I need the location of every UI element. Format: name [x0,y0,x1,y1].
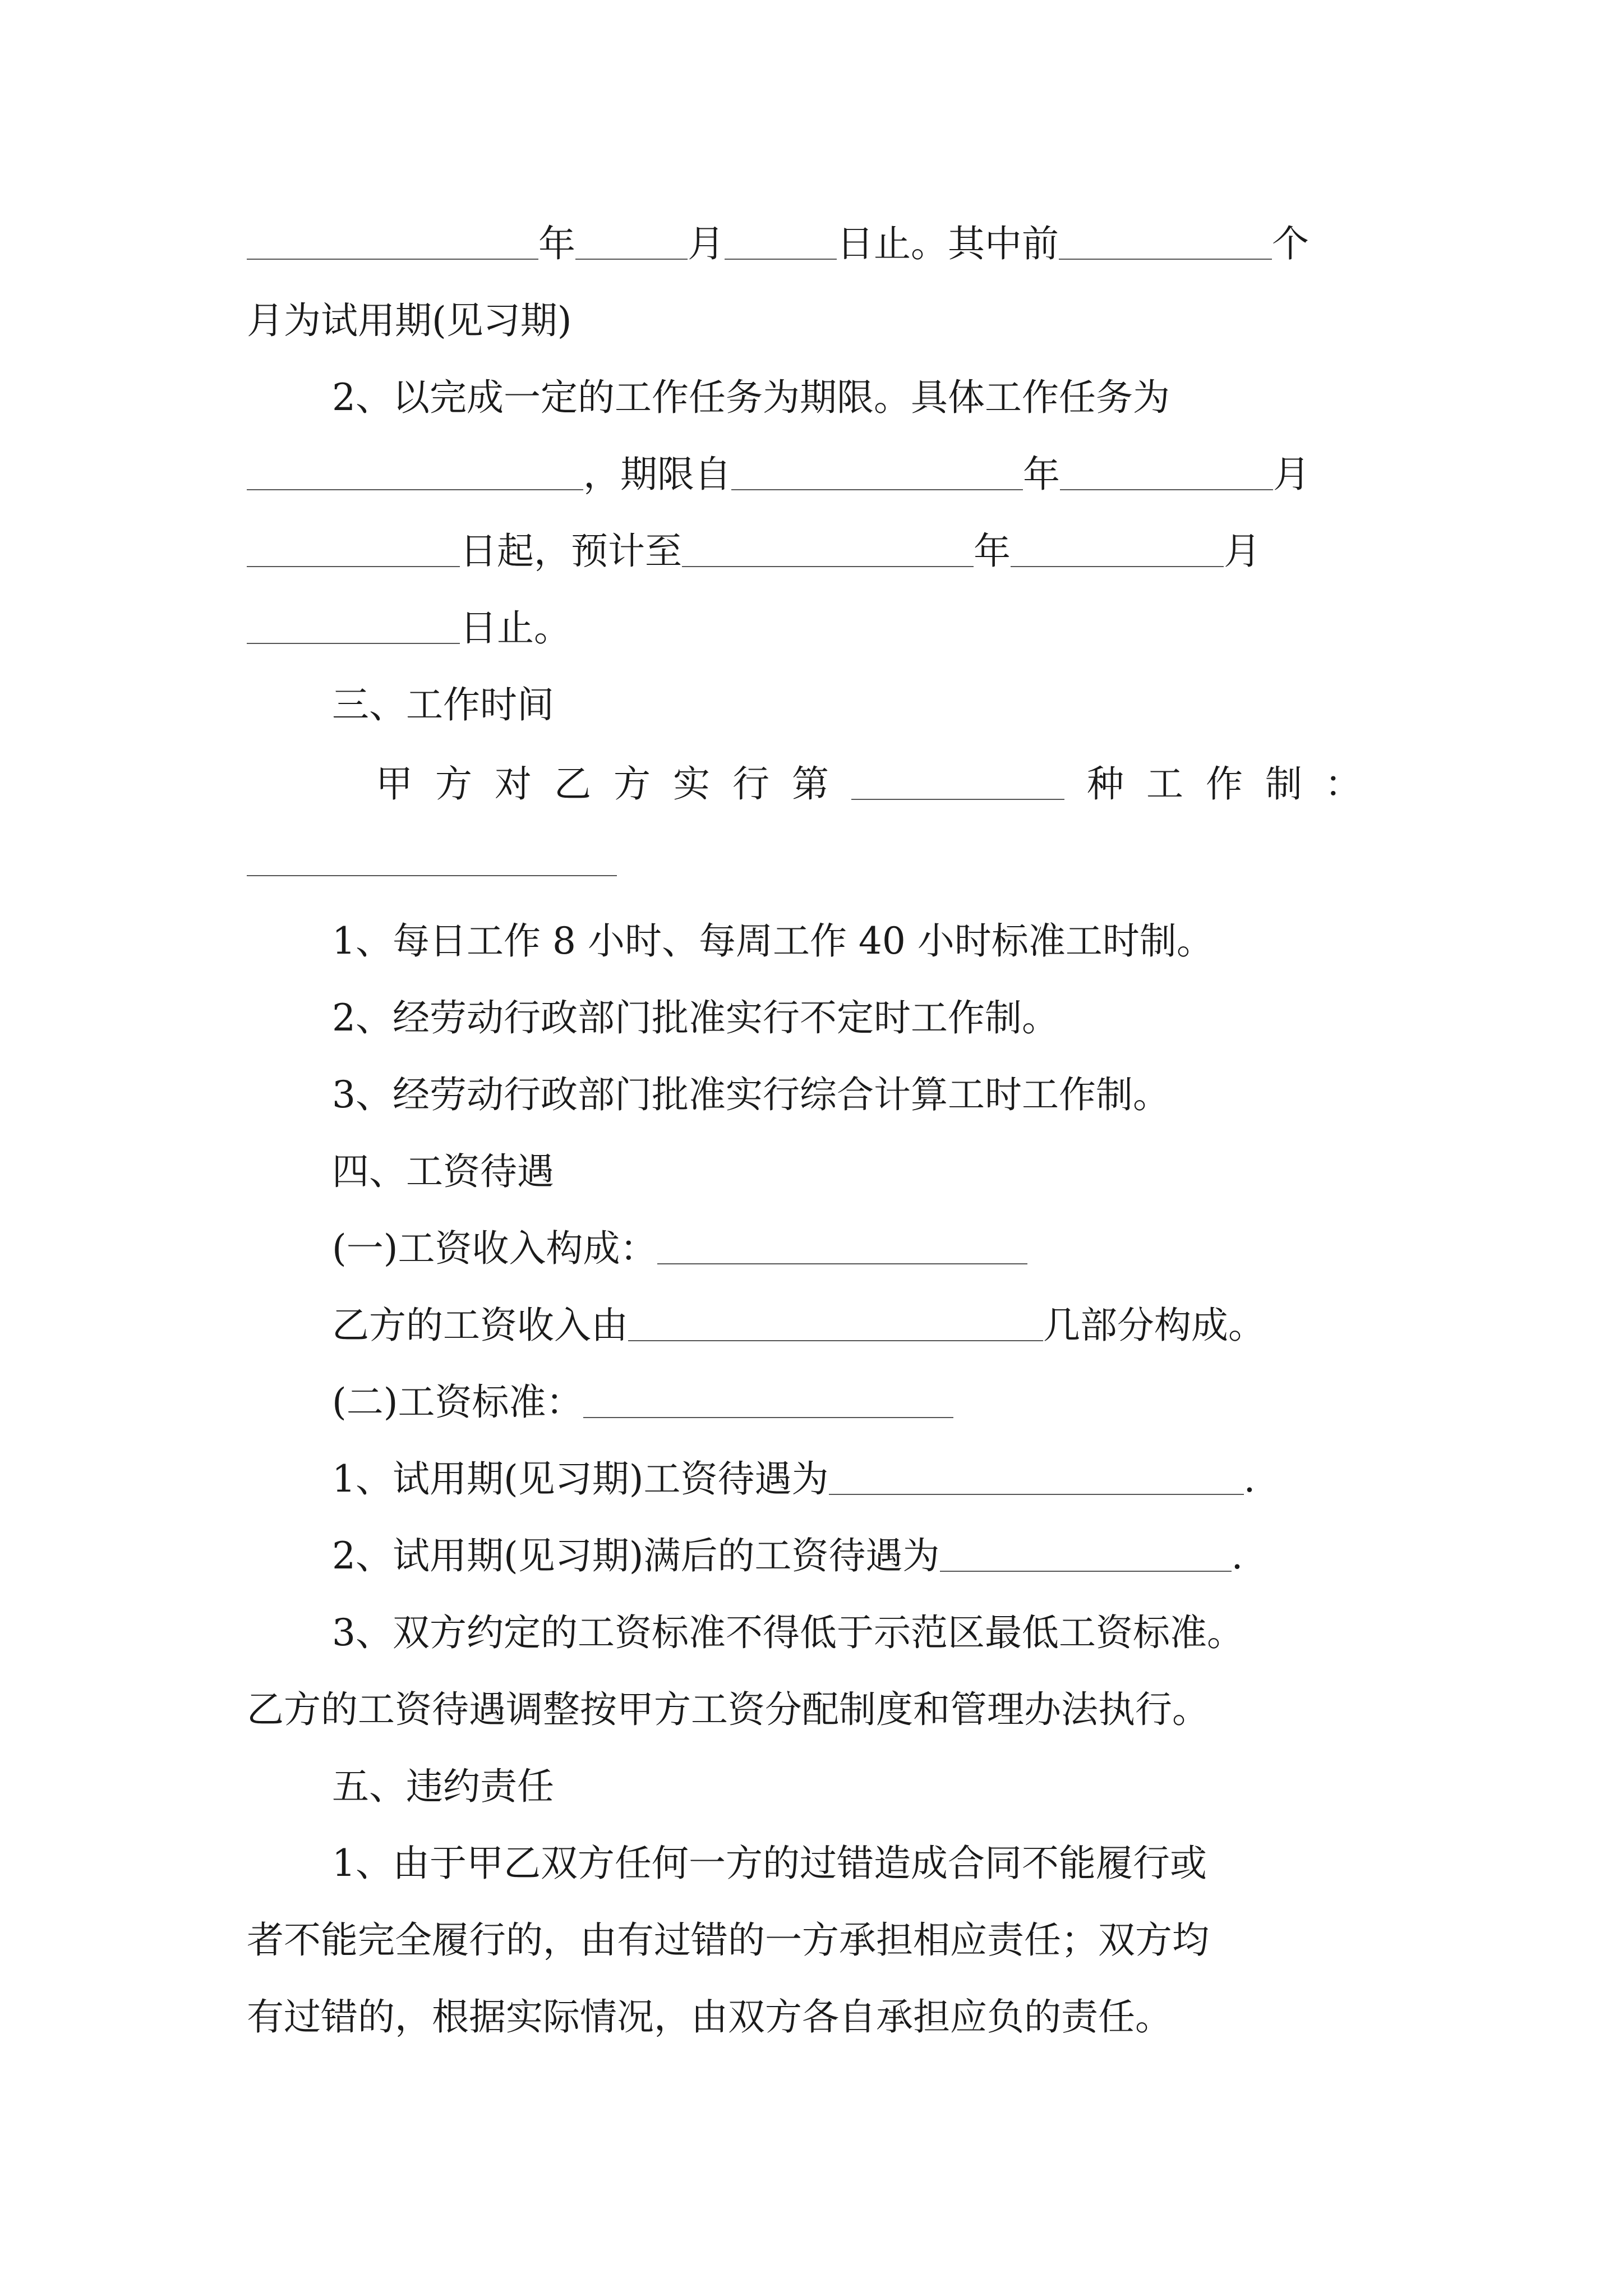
wage-structure-label: (一)工资收入构成： [332,1227,657,1270]
blank-field[interactable] [247,874,617,876]
wage-standard-line [332,1374,953,1430]
work-system-line [376,756,1384,812]
work-system-text: 甲方对乙方实行第 [376,762,851,806]
work-hours-item-1: 1、每日工作 8 小时、每周工作 40 小时标准工时制。 [332,919,1214,963]
wage-adjust-line: 乙方的工资待遇调整按甲方工资分配制度和管理办法执行。 [247,1688,1209,1731]
blank-field[interactable] [829,1457,1244,1495]
ge-label: 个 [1272,222,1309,265]
year-label: 年 [1023,453,1060,496]
blank-field[interactable] [731,452,1023,490]
wage-item-2 [332,1528,1243,1584]
blank-field[interactable] [247,222,538,260]
wage-parts-line [332,1297,1265,1354]
blank-field[interactable] [1011,529,1224,567]
blank-field[interactable] [247,529,460,567]
blank-field[interactable] [247,606,460,644]
blank-field[interactable] [851,762,1064,800]
breach-line-3: 有过错的，根据实际情况，由双方各自承担应负的责任。 [247,1995,1172,2039]
blank-field[interactable] [725,222,837,260]
month-label: 月 [688,222,725,265]
term-end-date-line [247,216,1309,272]
wage-item-1-text: 1、试用期(见习期)工资待遇为 [332,1457,829,1501]
section-title-wages: 四、工资待遇 [332,1150,554,1193]
section-title-work-hours: 三、工作时间 [332,683,554,726]
task-period-line [247,447,1310,503]
day-end-label: 日止。其中前 [837,222,1059,265]
wage-parts-prefix: 乙方的工资收入由 [332,1304,628,1347]
blank-field[interactable] [940,1534,1232,1572]
blank-field[interactable] [657,1226,1027,1264]
wage-structure-line [332,1221,1027,1277]
blank-field[interactable] [247,452,583,490]
blank-field[interactable] [628,1303,1043,1341]
wage-item-3: 3、双方约定的工资标准不得低于示范区最低工资标准。 [332,1611,1244,1654]
breach-line-2: 者不能完全履行的，由有过错的一方承担相应责任；双方均 [247,1918,1209,1962]
task-estimate-line [247,523,1261,579]
task-end-line [247,600,571,656]
wage-item-1 [332,1451,1255,1507]
day-end-label: 日止。 [460,606,571,650]
period-from-label: ，期限自 [583,453,731,496]
wage-item-1-end: . [1243,1457,1256,1501]
blank-field[interactable] [575,222,688,260]
blank-field[interactable] [682,529,974,567]
year-label: 年 [538,222,575,265]
wage-item-2-text: 2、试用期(见习期)满后的工资待遇为 [332,1534,940,1577]
work-hours-item-2: 2、经劳动行政部门批准实行不定时工作制。 [332,996,1059,1039]
year-label: 年 [974,530,1011,573]
section-title-breach: 五、违约责任 [332,1765,554,1808]
probation-line: 月为试用期(见习期) [247,299,572,342]
month-label: 月 [1273,453,1310,496]
wage-parts-suffix: 几部分构成。 [1043,1304,1265,1347]
day-start-label: 日起，预计至 [460,530,682,573]
month-label: 月 [1224,530,1261,573]
blank-field[interactable] [1060,452,1273,490]
breach-line-1: 1、由于甲乙双方任何一方的过错造成合同不能履行或 [332,1842,1207,1885]
task-term-clause: 2、以完成一定的工作任务为期限。具体工作任务为 [332,376,1170,419]
work-hours-item-3: 3、经劳动行政部门批准实行综合计算工时工作制。 [332,1073,1170,1116]
blank-field[interactable] [583,1380,953,1418]
wage-item-2-end: . [1231,1534,1243,1577]
blank-field[interactable] [1059,222,1272,260]
work-system-suffix: 种工作制： [1087,762,1384,806]
wage-standard-label: (二)工资标准： [332,1381,583,1424]
